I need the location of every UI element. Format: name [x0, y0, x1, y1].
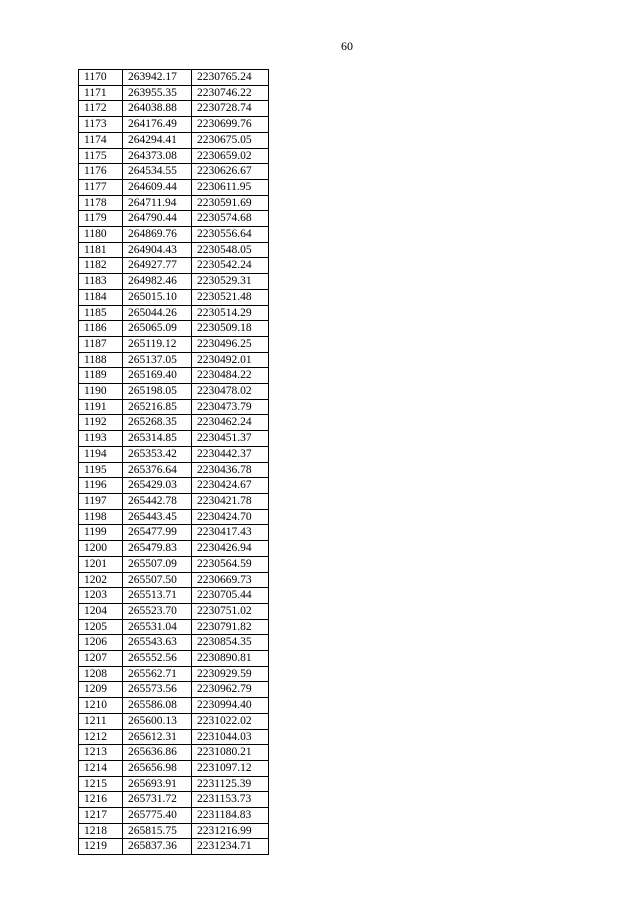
x-coordinate-cell: 265775.40 — [123, 808, 192, 824]
y-coordinate-cell: 2230529.31 — [192, 274, 269, 290]
point-id-cell: 1205 — [79, 619, 123, 635]
y-coordinate-cell: 2230890.81 — [192, 651, 269, 667]
table-row — [79, 572, 269, 588]
table-row — [79, 368, 269, 384]
y-coordinate-cell: 2230442.37 — [192, 446, 269, 462]
y-coordinate-cell: 2230626.67 — [192, 164, 269, 180]
x-coordinate-cell: 265479.83 — [123, 541, 192, 557]
table-row — [79, 211, 269, 227]
y-coordinate-cell: 2230473.79 — [192, 399, 269, 415]
x-coordinate-cell: 265562.71 — [123, 666, 192, 682]
y-coordinate-cell: 2230451.37 — [192, 431, 269, 447]
y-coordinate-cell: 2230962.79 — [192, 682, 269, 698]
point-id-cell: 1199 — [79, 525, 123, 541]
table-row — [79, 164, 269, 180]
y-coordinate-cell: 2230675.05 — [192, 132, 269, 148]
x-coordinate-cell: 265815.75 — [123, 823, 192, 839]
y-coordinate-cell: 2230854.35 — [192, 635, 269, 651]
x-coordinate-cell: 265837.36 — [123, 839, 192, 855]
table-row — [79, 509, 269, 525]
x-coordinate-cell: 265429.03 — [123, 478, 192, 494]
table-row — [79, 823, 269, 839]
point-id-cell: 1173 — [79, 117, 123, 133]
table-row — [79, 760, 269, 776]
point-id-cell: 1174 — [79, 132, 123, 148]
point-id-cell: 1175 — [79, 148, 123, 164]
point-id-cell: 1171 — [79, 85, 123, 101]
y-coordinate-cell: 2231022.02 — [192, 713, 269, 729]
x-coordinate-cell: 265612.31 — [123, 729, 192, 745]
point-id-cell: 1176 — [79, 164, 123, 180]
table-row — [79, 399, 269, 415]
y-coordinate-cell: 2231216.99 — [192, 823, 269, 839]
point-id-cell: 1202 — [79, 572, 123, 588]
x-coordinate-cell: 265656.98 — [123, 760, 192, 776]
table-row — [79, 274, 269, 290]
table-row — [79, 729, 269, 745]
table-row — [79, 384, 269, 400]
x-coordinate-cell: 265442.78 — [123, 493, 192, 509]
point-id-cell: 1178 — [79, 195, 123, 211]
table-row — [79, 195, 269, 211]
y-coordinate-cell: 2230424.70 — [192, 509, 269, 525]
x-coordinate-cell: 265015.10 — [123, 289, 192, 305]
y-coordinate-cell: 2230424.67 — [192, 478, 269, 494]
point-id-cell: 1215 — [79, 776, 123, 792]
table-row — [79, 336, 269, 352]
table-row — [79, 713, 269, 729]
point-id-cell: 1207 — [79, 651, 123, 667]
x-coordinate-cell: 264373.08 — [123, 148, 192, 164]
y-coordinate-cell: 2230492.01 — [192, 352, 269, 368]
table-row — [79, 305, 269, 321]
table-row — [79, 446, 269, 462]
point-id-cell: 1170 — [79, 70, 123, 86]
x-coordinate-cell: 264869.76 — [123, 227, 192, 243]
y-coordinate-cell: 2230426.94 — [192, 541, 269, 557]
x-coordinate-cell: 265353.42 — [123, 446, 192, 462]
y-coordinate-cell: 2230521.48 — [192, 289, 269, 305]
y-coordinate-cell: 2230611.95 — [192, 179, 269, 195]
x-coordinate-cell: 265376.64 — [123, 462, 192, 478]
table-row — [79, 352, 269, 368]
x-coordinate-cell: 265216.85 — [123, 399, 192, 415]
coordinates-table — [78, 69, 269, 855]
point-id-cell: 1182 — [79, 258, 123, 274]
point-id-cell: 1198 — [79, 509, 123, 525]
y-coordinate-cell: 2230436.78 — [192, 462, 269, 478]
point-id-cell: 1210 — [79, 698, 123, 714]
x-coordinate-cell: 265314.85 — [123, 431, 192, 447]
y-coordinate-cell: 2230591.69 — [192, 195, 269, 211]
table-row — [79, 619, 269, 635]
x-coordinate-cell: 265268.35 — [123, 415, 192, 431]
x-coordinate-cell: 265731.72 — [123, 792, 192, 808]
table-row — [79, 242, 269, 258]
table-row — [79, 588, 269, 604]
point-id-cell: 1200 — [79, 541, 123, 557]
y-coordinate-cell: 2230994.40 — [192, 698, 269, 714]
point-id-cell: 1211 — [79, 713, 123, 729]
table-row — [79, 556, 269, 572]
table-row — [79, 289, 269, 305]
point-id-cell: 1196 — [79, 478, 123, 494]
table-row — [79, 541, 269, 557]
point-id-cell: 1181 — [79, 242, 123, 258]
y-coordinate-cell: 2231080.21 — [192, 745, 269, 761]
table-row — [79, 321, 269, 337]
y-coordinate-cell: 2231097.12 — [192, 760, 269, 776]
table-row — [79, 431, 269, 447]
x-coordinate-cell: 265198.05 — [123, 384, 192, 400]
point-id-cell: 1203 — [79, 588, 123, 604]
point-id-cell: 1186 — [79, 321, 123, 337]
x-coordinate-cell: 265573.56 — [123, 682, 192, 698]
point-id-cell: 1192 — [79, 415, 123, 431]
x-coordinate-cell: 265636.86 — [123, 745, 192, 761]
table-row — [79, 682, 269, 698]
y-coordinate-cell: 2230509.18 — [192, 321, 269, 337]
table-row — [79, 101, 269, 117]
y-coordinate-cell: 2230746.22 — [192, 85, 269, 101]
table-row — [79, 651, 269, 667]
point-id-cell: 1217 — [79, 808, 123, 824]
x-coordinate-cell: 265507.09 — [123, 556, 192, 572]
table-row — [79, 462, 269, 478]
x-coordinate-cell: 264038.88 — [123, 101, 192, 117]
table-row — [79, 415, 269, 431]
table-row — [79, 70, 269, 86]
y-coordinate-cell: 2230765.24 — [192, 70, 269, 86]
y-coordinate-cell: 2230705.44 — [192, 588, 269, 604]
x-coordinate-cell: 264711.94 — [123, 195, 192, 211]
table-row — [79, 745, 269, 761]
point-id-cell: 1195 — [79, 462, 123, 478]
y-coordinate-cell: 2230556.64 — [192, 227, 269, 243]
y-coordinate-cell: 2230791.82 — [192, 619, 269, 635]
x-coordinate-cell: 265443.45 — [123, 509, 192, 525]
x-coordinate-cell: 265543.63 — [123, 635, 192, 651]
y-coordinate-cell: 2230929.59 — [192, 666, 269, 682]
y-coordinate-cell: 2230659.02 — [192, 148, 269, 164]
table-row — [79, 792, 269, 808]
x-coordinate-cell: 264176.49 — [123, 117, 192, 133]
table-row — [79, 635, 269, 651]
x-coordinate-cell: 265693.91 — [123, 776, 192, 792]
x-coordinate-cell: 265600.13 — [123, 713, 192, 729]
point-id-cell: 1212 — [79, 729, 123, 745]
table-row — [79, 493, 269, 509]
point-id-cell: 1177 — [79, 179, 123, 195]
table-row — [79, 258, 269, 274]
y-coordinate-cell: 2230699.76 — [192, 117, 269, 133]
point-id-cell: 1219 — [79, 839, 123, 855]
table-row — [79, 132, 269, 148]
point-id-cell: 1185 — [79, 305, 123, 321]
point-id-cell: 1172 — [79, 101, 123, 117]
point-id-cell: 1209 — [79, 682, 123, 698]
table-row — [79, 117, 269, 133]
y-coordinate-cell: 2230548.05 — [192, 242, 269, 258]
x-coordinate-cell: 264927.77 — [123, 258, 192, 274]
table-row — [79, 698, 269, 714]
x-coordinate-cell: 265507.50 — [123, 572, 192, 588]
point-id-cell: 1180 — [79, 227, 123, 243]
x-coordinate-cell: 265531.04 — [123, 619, 192, 635]
point-id-cell: 1183 — [79, 274, 123, 290]
point-id-cell: 1216 — [79, 792, 123, 808]
x-coordinate-cell: 264294.41 — [123, 132, 192, 148]
point-id-cell: 1193 — [79, 431, 123, 447]
y-coordinate-cell: 2230542.24 — [192, 258, 269, 274]
point-id-cell: 1187 — [79, 336, 123, 352]
table-row — [79, 227, 269, 243]
x-coordinate-cell: 265169.40 — [123, 368, 192, 384]
table-row — [79, 839, 269, 855]
table-row — [79, 85, 269, 101]
x-coordinate-cell: 264609.44 — [123, 179, 192, 195]
y-coordinate-cell: 2230478.02 — [192, 384, 269, 400]
x-coordinate-cell: 265513.71 — [123, 588, 192, 604]
coordinates-table-body — [79, 70, 269, 855]
table-row — [79, 603, 269, 619]
table-row — [79, 179, 269, 195]
table-row — [79, 666, 269, 682]
table-row — [79, 525, 269, 541]
point-id-cell: 1179 — [79, 211, 123, 227]
point-id-cell: 1218 — [79, 823, 123, 839]
point-id-cell: 1208 — [79, 666, 123, 682]
y-coordinate-cell: 2230417.43 — [192, 525, 269, 541]
point-id-cell: 1184 — [79, 289, 123, 305]
point-id-cell: 1189 — [79, 368, 123, 384]
page-number: 60 — [341, 39, 353, 53]
y-coordinate-cell: 2230496.25 — [192, 336, 269, 352]
point-id-cell: 1191 — [79, 399, 123, 415]
x-coordinate-cell: 265065.09 — [123, 321, 192, 337]
x-coordinate-cell: 264904.43 — [123, 242, 192, 258]
y-coordinate-cell: 2231153.73 — [192, 792, 269, 808]
table-row — [79, 148, 269, 164]
point-id-cell: 1197 — [79, 493, 123, 509]
x-coordinate-cell: 265586.08 — [123, 698, 192, 714]
y-coordinate-cell: 2230514.29 — [192, 305, 269, 321]
y-coordinate-cell: 2231184.83 — [192, 808, 269, 824]
y-coordinate-cell: 2231234.71 — [192, 839, 269, 855]
x-coordinate-cell: 265119.12 — [123, 336, 192, 352]
point-id-cell: 1190 — [79, 384, 123, 400]
table-row — [79, 478, 269, 494]
x-coordinate-cell: 265523.70 — [123, 603, 192, 619]
point-id-cell: 1213 — [79, 745, 123, 761]
point-id-cell: 1204 — [79, 603, 123, 619]
y-coordinate-cell: 2230574.68 — [192, 211, 269, 227]
point-id-cell: 1188 — [79, 352, 123, 368]
point-id-cell: 1194 — [79, 446, 123, 462]
y-coordinate-cell: 2231044.03 — [192, 729, 269, 745]
x-coordinate-cell: 264790.44 — [123, 211, 192, 227]
x-coordinate-cell: 265137.05 — [123, 352, 192, 368]
y-coordinate-cell: 2230462.24 — [192, 415, 269, 431]
x-coordinate-cell: 263955.35 — [123, 85, 192, 101]
y-coordinate-cell: 2230484.22 — [192, 368, 269, 384]
y-coordinate-cell: 2230751.02 — [192, 603, 269, 619]
point-id-cell: 1201 — [79, 556, 123, 572]
x-coordinate-cell: 265477.99 — [123, 525, 192, 541]
y-coordinate-cell: 2230669.73 — [192, 572, 269, 588]
point-id-cell: 1214 — [79, 760, 123, 776]
x-coordinate-cell: 265552.56 — [123, 651, 192, 667]
table-row — [79, 776, 269, 792]
x-coordinate-cell: 264534.55 — [123, 164, 192, 180]
x-coordinate-cell: 265044.26 — [123, 305, 192, 321]
y-coordinate-cell: 2231125.39 — [192, 776, 269, 792]
y-coordinate-cell: 2230728.74 — [192, 101, 269, 117]
x-coordinate-cell: 264982.46 — [123, 274, 192, 290]
table-row — [79, 808, 269, 824]
x-coordinate-cell: 263942.17 — [123, 70, 192, 86]
point-id-cell: 1206 — [79, 635, 123, 651]
y-coordinate-cell: 2230421.78 — [192, 493, 269, 509]
y-coordinate-cell: 2230564.59 — [192, 556, 269, 572]
